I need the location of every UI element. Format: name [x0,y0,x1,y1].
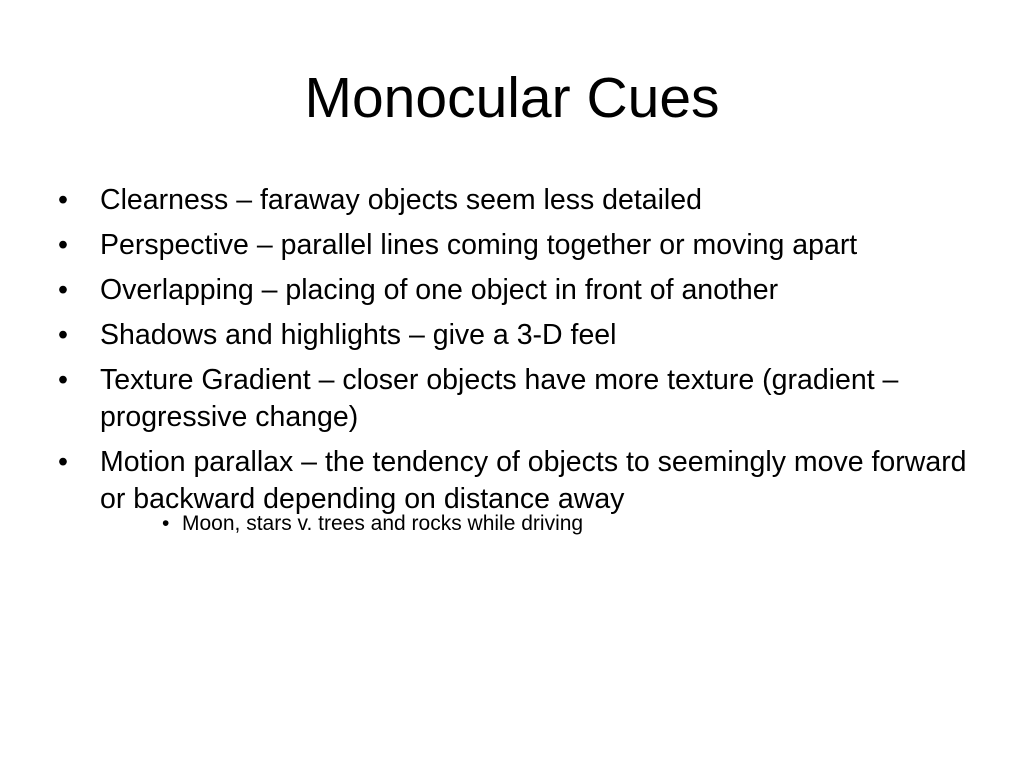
bullet-perspective [58,227,978,264]
sub-bullet-text: Moon, stars v. trees and rocks while driving [182,512,584,535]
bullet-shadows-highlights [58,317,978,354]
bullet-list [58,182,978,552]
bullet-texture-gradient [58,362,978,436]
bullet-marker: • [58,319,68,351]
bullet-text: Perspective – parallel lines coming together or moving apart [100,229,858,261]
bullet-marker: • [58,184,68,216]
bullet-text: Motion parallax – the tendency of objects to seemingly move forward or backward depending on distance away [100,446,967,515]
bullet-marker: • [58,229,68,261]
sub-bullet-marker: • [162,512,170,535]
bullet-text: Texture Gradient – closer objects have more texture (gradient – progressive change) [100,364,899,433]
bullet-marker: • [58,446,68,478]
bullet-motion-parallax [58,444,978,544]
bullet-text: Clearness – faraway objects seem less detailed [100,184,702,216]
sub-bullet-moon-stars [162,511,1024,537]
bullet-text: Overlapping – placing of one object in front of another [100,274,779,306]
bullet-marker: • [58,364,68,396]
bullet-clearness [58,182,978,219]
bullet-text: Shadows and highlights – give a 3-D feel [100,319,617,351]
sub-bullet-list [162,511,1024,537]
bullet-overlapping [58,272,978,309]
bullet-marker: • [58,274,68,306]
slide-title: Monocular Cues [304,66,720,130]
